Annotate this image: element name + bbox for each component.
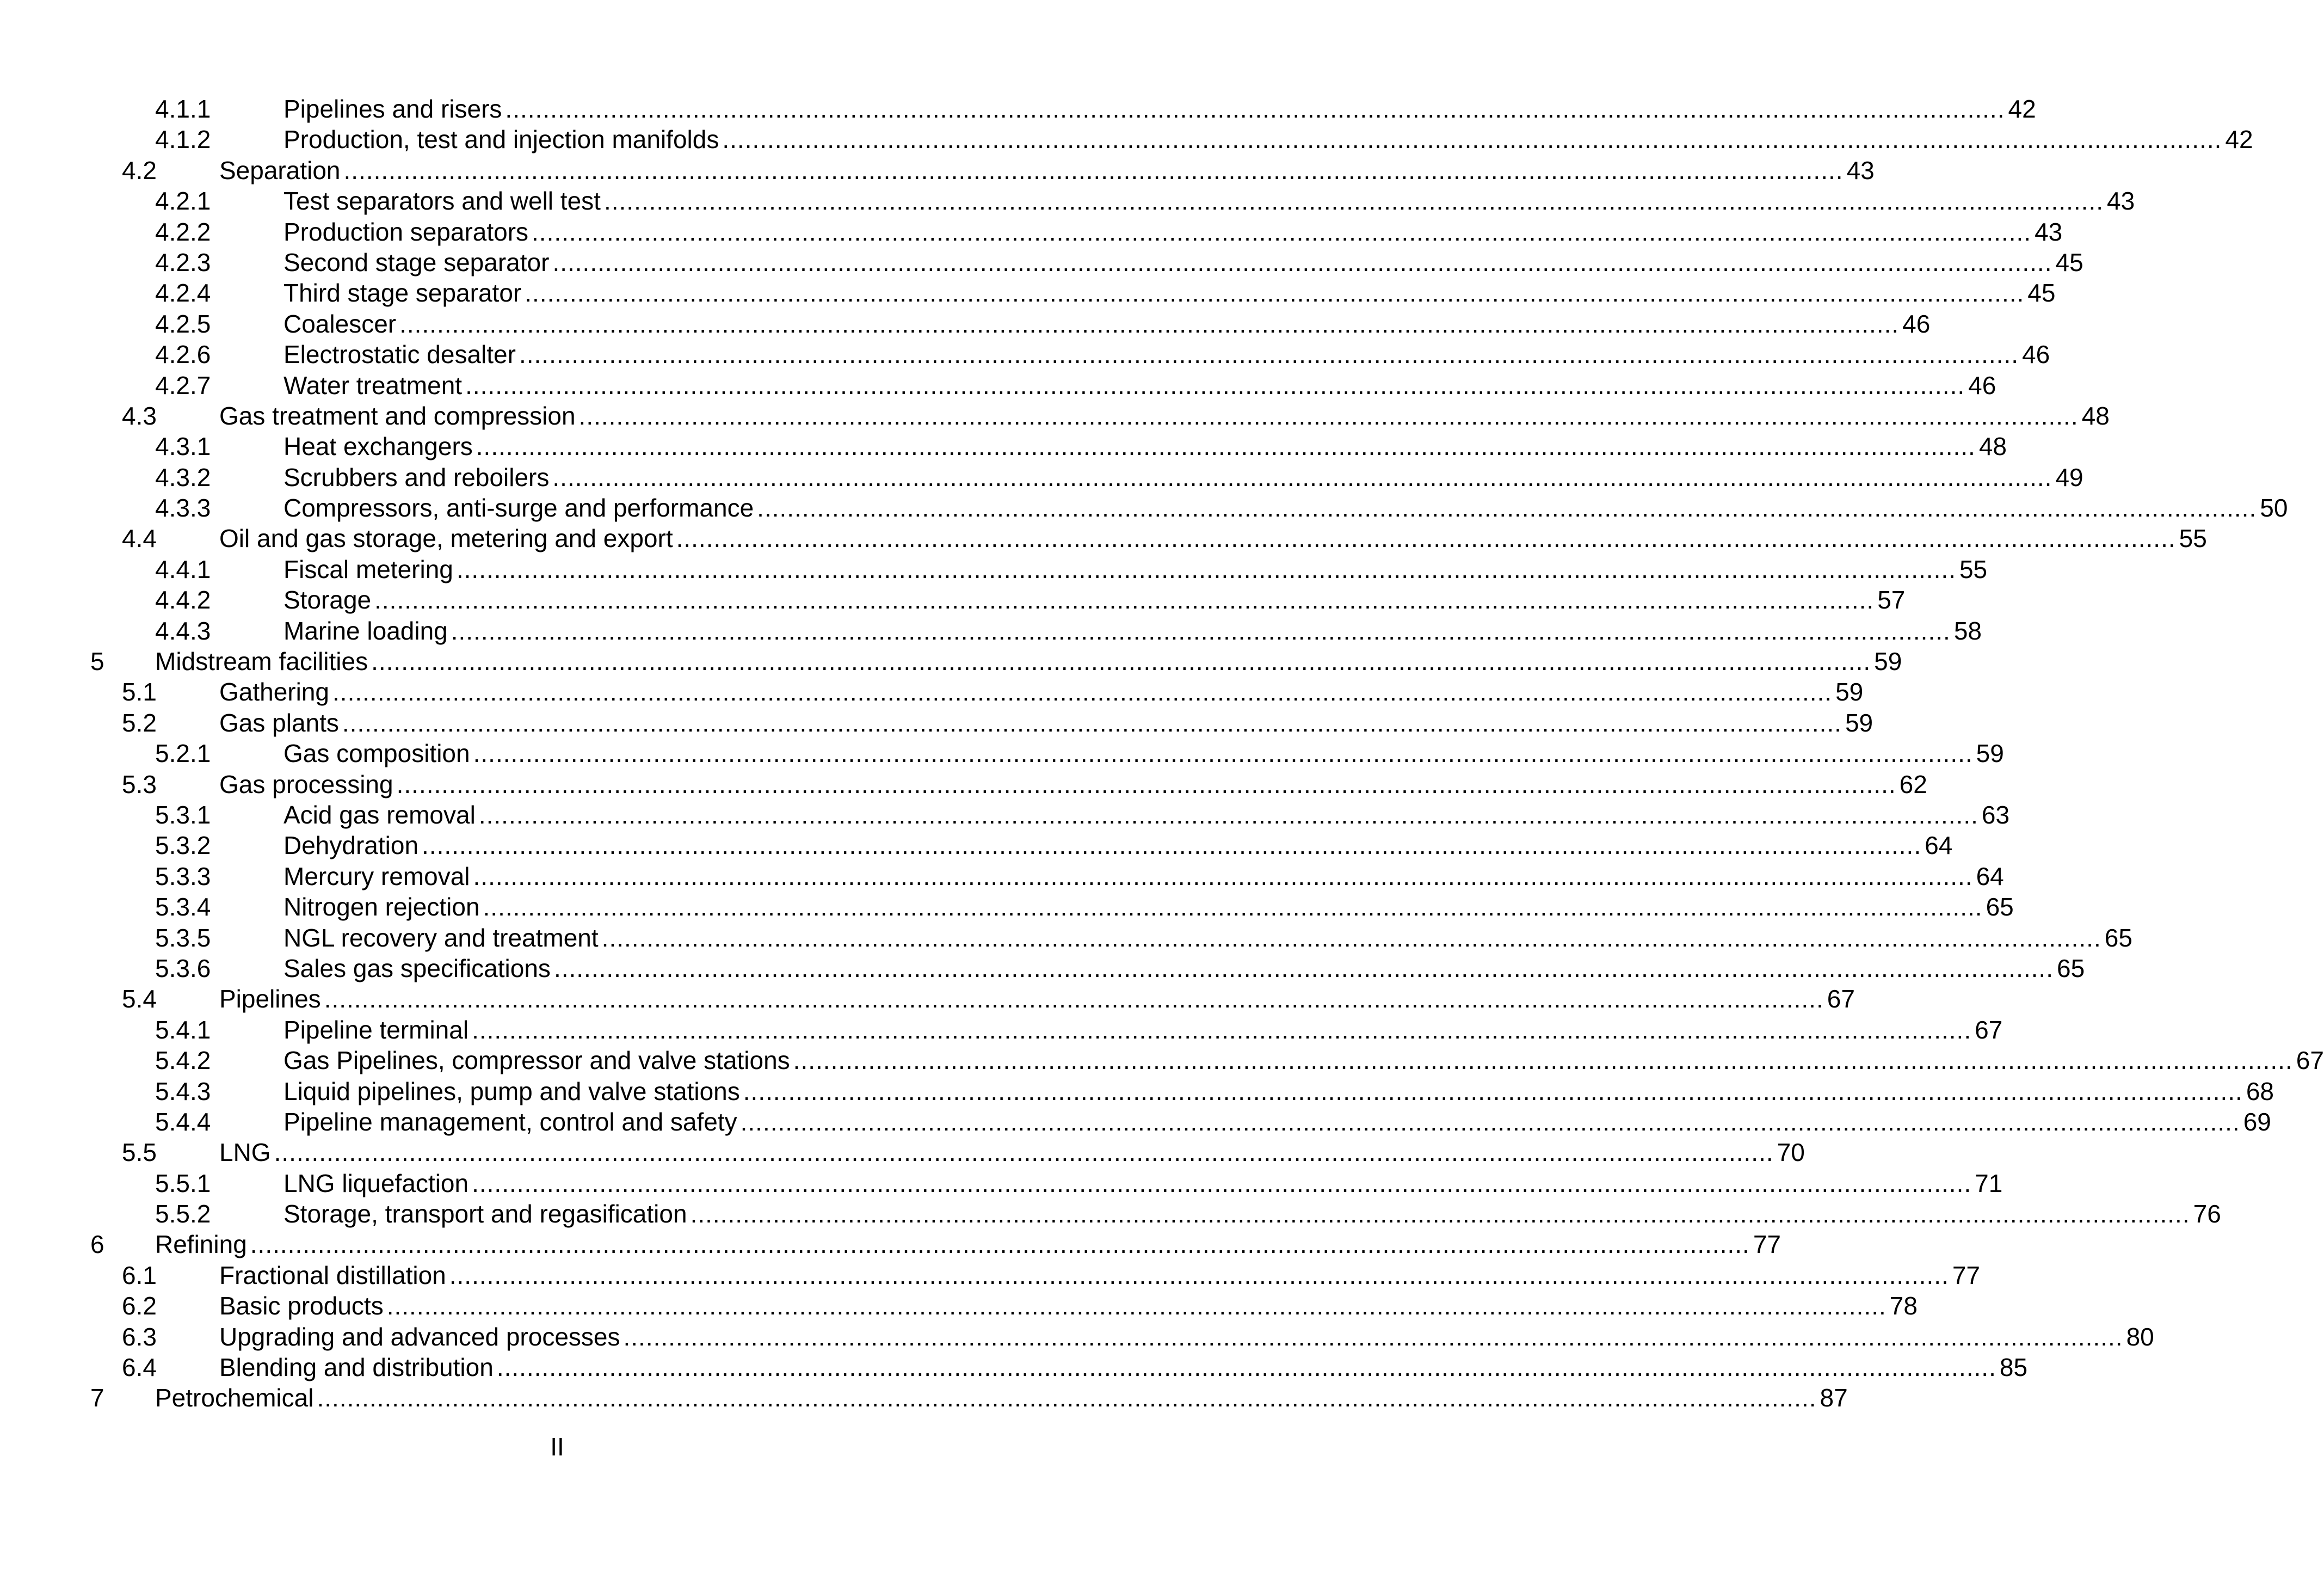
toc-entry-number: 5.3.4 <box>155 893 211 921</box>
toc-entry-number: 6.2 <box>122 1292 157 1320</box>
toc-entry-line <box>155 1229 1781 1259</box>
toc-entry-line <box>219 677 1864 707</box>
toc-entry[interactable] <box>0 431 2007 462</box>
toc-entry[interactable] <box>0 186 2135 216</box>
toc-entry-line <box>283 1199 2221 1229</box>
dot-leader: ........................................................................................................................................................................................................ <box>757 494 2257 523</box>
toc-entry-number: 4.4 <box>122 524 157 553</box>
dot-leader: ........................................................................................................................................................................................................ <box>519 340 2019 369</box>
dot-leader: ........................................................................................................................................................................................................ <box>601 923 2101 952</box>
dot-leader: ........................................................................................................................................................................................................ <box>343 156 1844 185</box>
toc-entry[interactable] <box>0 493 2288 523</box>
toc-entry-number: 6.4 <box>122 1353 157 1382</box>
dot-leader: ........................................................................................................................................................................................................ <box>274 1138 1774 1167</box>
toc-entry-title[interactable]: Pipeline terminal <box>283 1015 469 1044</box>
dot-leader: ........................................................................................................................................................................................................ <box>793 1046 2293 1075</box>
toc-entry[interactable] <box>0 800 2010 830</box>
toc-entry[interactable] <box>0 370 1996 401</box>
dot-leader: ........................................................................................................................................................................................................ <box>451 616 1951 645</box>
toc-entry-title[interactable]: Dehydration <box>283 831 419 860</box>
toc-entry[interactable] <box>0 1107 2271 1137</box>
toc-entry-number: 6.3 <box>122 1322 157 1351</box>
toc-entry-number: 4.3.2 <box>155 463 211 491</box>
toc-entry-number: 5.5.1 <box>155 1169 211 1197</box>
toc-entry[interactable] <box>0 984 1855 1014</box>
toc-entry-line <box>283 186 2135 216</box>
toc-entry-line <box>219 1322 2154 1352</box>
dot-leader: ........................................................................................................................................................................................................ <box>317 1384 1817 1412</box>
toc-entry-number: 5 <box>90 647 104 676</box>
toc-entry-line <box>283 1076 2274 1107</box>
dot-leader: ........................................................................................................................................................................................................ <box>505 95 2005 123</box>
toc-entry-number: 5.1 <box>122 678 157 706</box>
toc-entry-number: 5.5.2 <box>155 1200 211 1228</box>
toc-entry-page: 46 <box>1902 309 1931 338</box>
dot-leader: ........................................................................................................................................................................................................ <box>552 248 2052 277</box>
toc-entry-number: 5.3.6 <box>155 954 211 982</box>
toc-entry-line <box>283 923 2132 953</box>
toc-entry[interactable] <box>0 462 2083 493</box>
toc-entry[interactable] <box>0 309 1931 339</box>
toc-entry-page: 87 <box>1820 1384 1848 1412</box>
toc-entry-page: 43 <box>2107 187 2135 216</box>
toc-entry-number: 4.2.3 <box>155 248 211 277</box>
toc-entry-line <box>283 309 1931 339</box>
toc-entry[interactable] <box>0 1076 2274 1107</box>
toc-entry-title[interactable]: Nitrogen rejection <box>283 893 480 921</box>
toc-entry-title[interactable]: Compressors, anti-surge and performance <box>283 494 754 523</box>
toc-entry-line <box>283 370 1996 401</box>
toc-entry-title[interactable]: Scrubbers and reboilers <box>283 463 550 491</box>
toc-entry-page: 62 <box>1899 770 1927 798</box>
dot-leader: ........................................................................................................................................................................................................ <box>422 831 1922 860</box>
toc-entry-page: 49 <box>2055 463 2083 491</box>
toc-entry-page: 59 <box>1845 708 1873 737</box>
dot-leader: ........................................................................................................................................................................................................ <box>324 985 1824 1013</box>
toc-entry-page: 59 <box>1835 678 1864 706</box>
toc-entry[interactable] <box>0 1229 1781 1259</box>
toc-entry-number: 5.3.5 <box>155 923 211 952</box>
toc-entry-page: 85 <box>1999 1353 2028 1382</box>
toc-entry-page: 69 <box>2243 1107 2271 1136</box>
toc-entry-page: 65 <box>2057 954 2085 982</box>
toc-entry-page: 48 <box>1978 432 2007 461</box>
toc-entry-title[interactable]: Pipeline management, control and safety <box>283 1107 737 1136</box>
dot-leader: ........................................................................................................................................................................................................ <box>743 1077 2243 1105</box>
toc-entry-title[interactable]: Refining <box>155 1230 247 1259</box>
dot-leader: ........................................................................................................................................................................................................ <box>472 1169 1972 1197</box>
toc-entry[interactable] <box>0 1291 1918 1321</box>
toc-entry[interactable] <box>0 124 2253 155</box>
dot-leader: ........................................................................................................................................................................................................ <box>740 1107 2240 1136</box>
dot-leader: ........................................................................................................................................................................................................ <box>578 401 2079 430</box>
toc-entry-number: 4.2.1 <box>155 187 211 216</box>
toc-entry-page: 46 <box>1968 371 1996 400</box>
toc-entry[interactable] <box>0 1015 2003 1045</box>
toc-entry-line <box>283 462 2083 493</box>
toc-entry-number: 4.4.3 <box>155 616 211 645</box>
toc-entry[interactable] <box>0 1168 2003 1199</box>
toc-entry[interactable] <box>0 1199 2221 1229</box>
toc-entry[interactable] <box>0 830 1953 861</box>
toc-entry-page: 59 <box>1976 739 2004 768</box>
toc-entry-number: 5.2.1 <box>155 739 211 768</box>
toc-entry[interactable] <box>0 616 1982 646</box>
toc-entry-title[interactable]: Mercury removal <box>283 862 470 890</box>
toc-entry-line <box>283 94 2036 124</box>
toc-entry-number: 5.3.2 <box>155 831 211 860</box>
toc-entry-number: 5.2 <box>122 708 157 737</box>
dot-leader: ........................................................................................................................................................................................................ <box>472 1015 1972 1044</box>
toc-entry-title[interactable]: LNG <box>219 1138 271 1167</box>
page-number: II <box>550 1433 564 1461</box>
dot-leader: ........................................................................................................................................................................................................ <box>473 862 1973 890</box>
toc-entry-title[interactable]: Acid gas removal <box>283 800 476 829</box>
dot-leader: ........................................................................................................................................................................................................ <box>399 309 1900 338</box>
toc-entry-line <box>283 1107 2271 1137</box>
toc-entry-line <box>219 401 2110 431</box>
dot-leader: ........................................................................................................................................................................................................ <box>676 524 2176 553</box>
toc-entry-line <box>219 523 2207 554</box>
toc-entry-page: 71 <box>1975 1169 2003 1197</box>
toc-entry-line <box>219 1291 1918 1321</box>
toc-entry-number: 4.2.6 <box>155 340 211 369</box>
toc-entry-number: 4.3.1 <box>155 432 211 461</box>
toc-entry-page: 77 <box>1952 1261 1980 1289</box>
toc-entry-title[interactable]: Test separators and well test <box>283 187 601 216</box>
toc-entry-title[interactable]: Production separators <box>283 217 529 246</box>
toc-entry-line <box>219 769 1927 800</box>
dot-leader: ........................................................................................................................................................................................................ <box>478 800 1978 829</box>
toc-entry-title[interactable]: Gas Pipelines, compressor and valve stations <box>283 1046 790 1075</box>
toc-entry[interactable] <box>0 401 2110 431</box>
toc-entry-line <box>283 554 1988 585</box>
toc-entry[interactable] <box>0 769 1927 800</box>
dot-leader: ........................................................................................................................................................................................................ <box>371 647 1871 676</box>
toc-entry[interactable] <box>0 1322 2154 1352</box>
toc-entry-page: 43 <box>2035 217 2063 246</box>
dot-leader: ........................................................................................................................................................................................................ <box>465 371 1965 400</box>
toc-entry-page: 67 <box>1827 985 1855 1013</box>
toc-entry-number: 6.1 <box>122 1261 157 1289</box>
toc-entry-page: 57 <box>1877 586 1906 615</box>
dot-leader: ........................................................................................................................................................................................................ <box>603 187 2104 216</box>
toc-entry-page: 64 <box>1976 862 2004 890</box>
toc-entry-title[interactable]: Heat exchangers <box>283 432 473 461</box>
toc-entry-line <box>283 738 2004 769</box>
dot-leader: ........................................................................................................................................................................................................ <box>722 125 2222 154</box>
toc-entry-number: 5.3.3 <box>155 862 211 890</box>
toc-entry-title[interactable]: Midstream facilities <box>155 647 368 676</box>
toc-entry-page: 68 <box>2246 1077 2274 1105</box>
toc-entry[interactable] <box>0 339 2050 370</box>
toc-entry-title[interactable]: Liquid pipelines, pump and valve stations <box>283 1077 740 1105</box>
toc-entry-number: 4.4.1 <box>155 555 211 583</box>
toc-entry-number: 4.2.5 <box>155 309 211 338</box>
toc-entry-title[interactable]: Upgrading and advanced processes <box>219 1322 620 1351</box>
toc-entry[interactable] <box>0 217 2063 247</box>
toc-entry-line <box>219 708 1873 738</box>
toc-entry-number: 7 <box>90 1384 104 1412</box>
toc-entry-line <box>283 217 2063 247</box>
toc-entry-title[interactable]: Storage, transport and regasification <box>283 1200 687 1228</box>
toc-entry[interactable] <box>0 646 1902 677</box>
toc-entry-page: 65 <box>1986 893 2014 921</box>
toc-entry-line <box>283 892 2014 922</box>
table-of-contents <box>0 94 2324 1414</box>
toc-entry-title[interactable]: NGL recovery and treatment <box>283 923 599 952</box>
toc-entry-number: 4.1.2 <box>155 125 211 154</box>
toc-entry-line <box>155 646 1902 677</box>
toc-entry-number: 5.4.1 <box>155 1015 211 1044</box>
toc-entry[interactable] <box>0 523 2207 554</box>
toc-entry-page: 64 <box>1925 831 1953 860</box>
dot-leader: ........................................................................................................................................................................................................ <box>690 1200 2190 1228</box>
dot-leader: ........................................................................................................................................................................................................ <box>374 586 1875 615</box>
dot-leader: ........................................................................................................................................................................................................ <box>332 678 1833 706</box>
dot-leader: ........................................................................................................................................................................................................ <box>525 279 2025 308</box>
toc-entry-page: 77 <box>1753 1230 1781 1259</box>
toc-entry-title[interactable]: LNG liquefaction <box>283 1169 469 1197</box>
toc-entry-page: 67 <box>1975 1015 2003 1044</box>
toc-entry-line <box>155 1383 1848 1413</box>
toc-entry[interactable] <box>0 861 2004 892</box>
toc-entry[interactable] <box>0 892 2014 922</box>
toc-entry-page: 50 <box>2260 494 2288 523</box>
toc-entry-title[interactable]: Gas processing <box>219 770 393 798</box>
toc-entry-line <box>283 1168 2003 1199</box>
toc-entry-page: 45 <box>2027 279 2056 308</box>
toc-entry-number: 4.2.4 <box>155 279 211 308</box>
toc-entry-number: 5.5 <box>122 1138 157 1167</box>
toc-entry-page: 65 <box>2104 923 2132 952</box>
toc-entry-number: 4.2.7 <box>155 371 211 400</box>
dot-leader: ........................................................................................................................................................................................................ <box>456 555 1956 583</box>
toc-entry-title[interactable]: Water treatment <box>283 371 463 400</box>
dot-leader: ........................................................................................................................................................................................................ <box>623 1322 2123 1351</box>
toc-entry-number: 6 <box>90 1230 104 1259</box>
toc-entry-number: 5.4.3 <box>155 1077 211 1105</box>
toc-entry-title[interactable]: Fractional distillation <box>219 1261 446 1289</box>
toc-entry-page: 78 <box>1889 1292 1918 1320</box>
toc-entry-title[interactable]: Separation <box>219 156 341 185</box>
toc-entry-number: 5.3 <box>122 770 157 798</box>
toc-entry-line <box>283 339 2050 370</box>
toc-entry[interactable] <box>0 1137 1805 1168</box>
toc-entry-page: 42 <box>2225 125 2253 154</box>
toc-entry-line <box>219 155 1875 186</box>
toc-entry[interactable] <box>0 953 2085 984</box>
toc-entry-line <box>283 431 2007 462</box>
toc-entry-line <box>283 800 2010 830</box>
dot-leader: ........................................................................................................................................................................................................ <box>532 217 2032 246</box>
toc-entry-line <box>283 861 2004 892</box>
toc-entry-line <box>283 1015 2003 1045</box>
toc-entry[interactable] <box>0 1383 1848 1413</box>
toc-entry[interactable] <box>0 94 2036 124</box>
toc-entry-page: 46 <box>2022 340 2050 369</box>
toc-entry-line <box>283 830 1953 861</box>
toc-entry[interactable] <box>0 738 2004 769</box>
toc-entry-page: 80 <box>2126 1322 2154 1351</box>
toc-entry-page: 67 <box>2296 1046 2324 1075</box>
toc-entry-page: 70 <box>1777 1138 1805 1167</box>
dot-leader: ........................................................................................................................................................................................................ <box>449 1261 1949 1289</box>
toc-entry-title[interactable]: Gathering <box>219 678 330 706</box>
toc-entry-number: 4.1.1 <box>155 95 211 123</box>
dot-leader: ........................................................................................................................................................................................................ <box>476 432 1976 461</box>
toc-entry-title[interactable]: Basic products <box>219 1292 384 1320</box>
toc-entry[interactable] <box>0 1045 2324 1076</box>
toc-entry-title[interactable]: Third stage separator <box>283 279 522 308</box>
dot-leader: ........................................................................................................................................................................................................ <box>473 739 1973 768</box>
toc-entry-page: 43 <box>1846 156 1875 185</box>
dot-leader: ........................................................................................................................................................................................................ <box>342 708 1842 737</box>
toc-entry-title[interactable]: Electrostatic desalter <box>283 340 516 369</box>
toc-entry-title[interactable]: Pipelines and risers <box>283 95 502 123</box>
toc-entry-title[interactable]: Production, test and injection manifolds <box>283 125 719 154</box>
toc-entry-title[interactable]: Pipelines <box>219 985 321 1013</box>
toc-entry-line <box>283 953 2085 984</box>
toc-entry-title[interactable]: Coalescer <box>283 309 397 338</box>
toc-entry-line <box>219 1137 1805 1168</box>
toc-entry-line <box>283 1045 2324 1076</box>
dot-leader: ........................................................................................................................................................................................................ <box>496 1353 1996 1382</box>
toc-entry-page: 63 <box>1981 800 2010 829</box>
toc-entry[interactable] <box>0 677 1864 707</box>
toc-entry[interactable] <box>0 708 1873 738</box>
toc-entry-line <box>283 124 2253 155</box>
toc-entry-title[interactable]: Blending and distribution <box>219 1353 494 1382</box>
toc-entry[interactable] <box>0 247 2083 278</box>
toc-entry-number: 4.2 <box>122 156 157 185</box>
toc-entry-page: 55 <box>2179 524 2207 553</box>
toc-entry-title[interactable]: Petrochemical <box>155 1384 314 1412</box>
dot-leader: ........................................................................................................................................................................................................ <box>250 1230 1750 1259</box>
toc-entry-number: 5.4.4 <box>155 1107 211 1136</box>
toc-entry-title[interactable]: Marine loading <box>283 616 448 645</box>
toc-entry-page: 58 <box>1953 616 1982 645</box>
toc-entry-page: 48 <box>2081 401 2110 430</box>
toc-entry-number: 4.2.2 <box>155 217 211 246</box>
toc-entry[interactable] <box>0 1352 2028 1383</box>
toc-entry-line <box>283 616 1982 646</box>
toc-entry-title[interactable]: Gas plants <box>219 708 339 737</box>
toc-entry[interactable] <box>0 155 1875 186</box>
toc-entry-number: 4.3.3 <box>155 494 211 523</box>
dot-leader: ........................................................................................................................................................................................................ <box>552 463 2052 491</box>
toc-entry-title[interactable]: Second stage separator <box>283 248 550 277</box>
dot-leader: ........................................................................................................................................................................................................ <box>396 770 1896 798</box>
toc-entry-number: 5.4.2 <box>155 1046 211 1075</box>
toc-entry-line <box>219 1352 2028 1383</box>
toc-entry-number: 4.4.2 <box>155 586 211 615</box>
toc-entry-line <box>283 247 2083 278</box>
toc-entry-line <box>219 1260 1980 1291</box>
toc-entry[interactable] <box>0 923 2132 953</box>
toc-entry-line <box>219 984 1855 1014</box>
dot-leader: ........................................................................................................................................................................................................ <box>386 1292 1887 1320</box>
toc-entry-page: 76 <box>2193 1200 2221 1228</box>
dot-leader: ........................................................................................................................................................................................................ <box>553 954 2054 982</box>
toc-entry-number: 5.4 <box>122 985 157 1013</box>
toc-entry-number: 4.3 <box>122 401 157 430</box>
toc-entry-title[interactable]: Storage <box>283 586 372 615</box>
toc-entry-number: 5.3.1 <box>155 800 211 829</box>
toc-entry-page: 45 <box>2055 248 2083 277</box>
toc-entry[interactable] <box>0 585 1906 615</box>
toc-entry-line <box>283 493 2288 523</box>
toc-entry-line <box>283 278 2056 308</box>
dot-leader: ........................................................................................................................................................................................................ <box>483 893 1983 921</box>
toc-entry-page: 59 <box>1874 647 1902 676</box>
toc-entry-title[interactable]: Oil and gas storage, metering and export <box>219 524 673 553</box>
toc-entry-page: 42 <box>2008 95 2036 123</box>
toc-entry-page: 55 <box>1959 555 1988 583</box>
toc-entry-title[interactable]: Gas composition <box>283 739 470 768</box>
toc-entry-title[interactable]: Gas treatment and compression <box>219 401 576 430</box>
toc-entry-line <box>283 585 1906 615</box>
toc-entry[interactable] <box>0 1260 1980 1291</box>
toc-entry[interactable] <box>0 278 2056 308</box>
toc-entry-title[interactable]: Sales gas specifications <box>283 954 551 982</box>
toc-entry-title[interactable]: Fiscal metering <box>283 555 453 583</box>
toc-entry[interactable] <box>0 554 1988 585</box>
